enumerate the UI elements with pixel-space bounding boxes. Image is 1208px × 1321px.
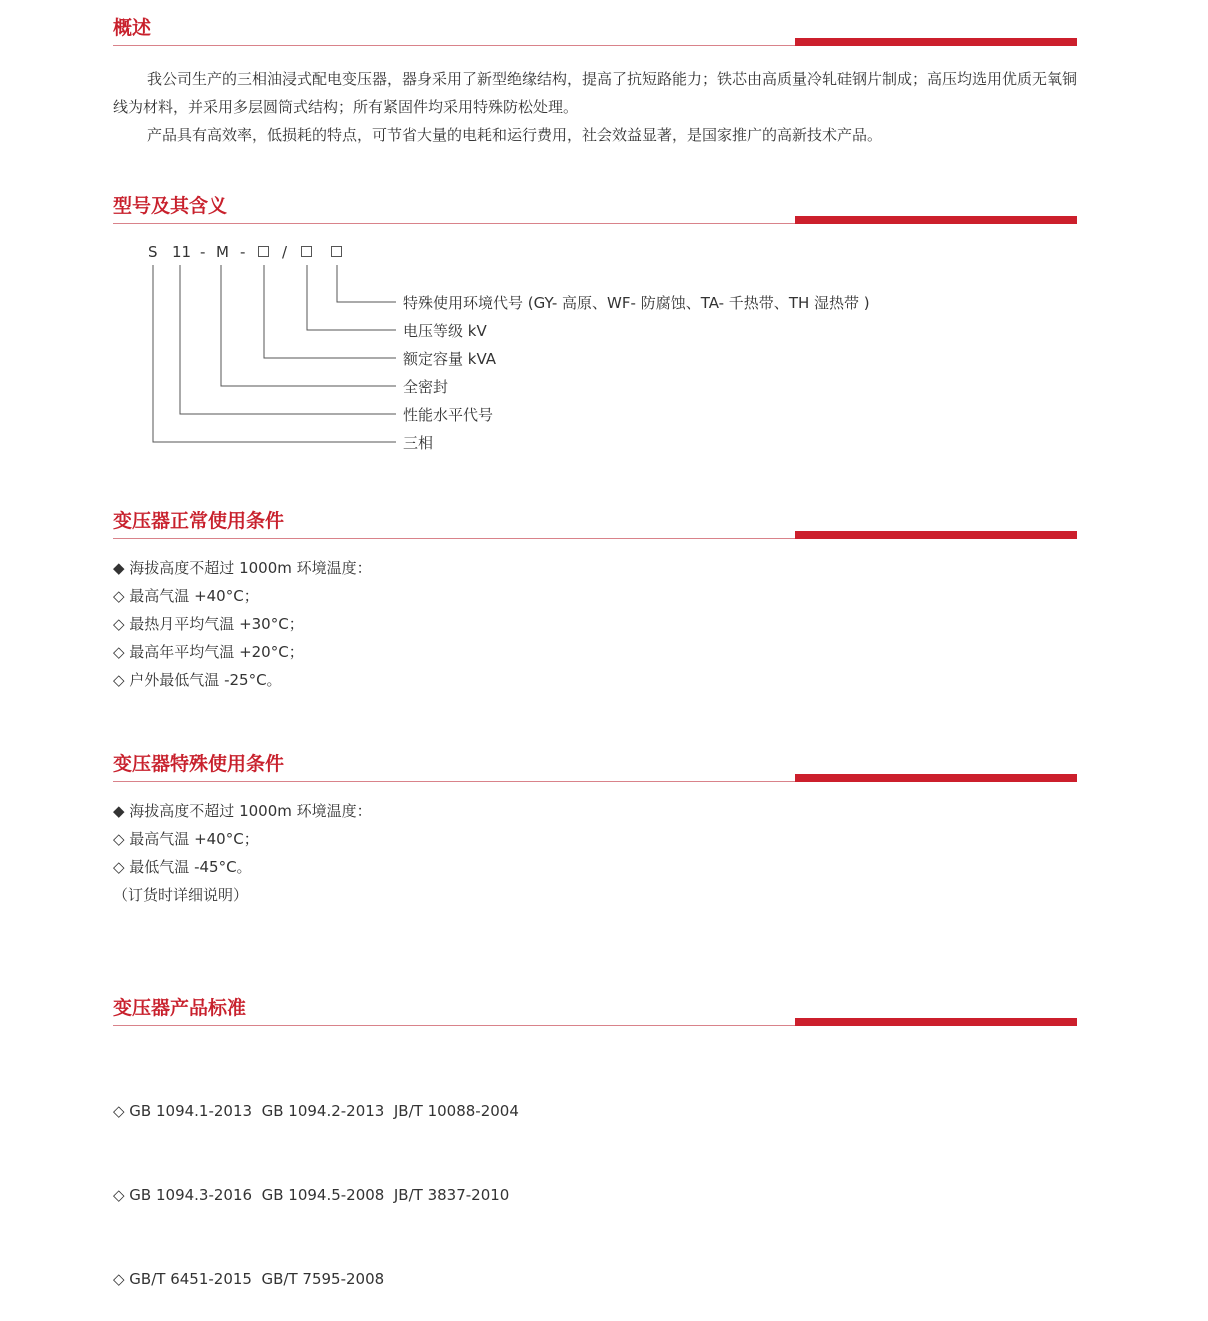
section-title-normal-conditions: 变压器正常使用条件 <box>113 510 285 532</box>
list-item: ◇ GB 1094.3-2016 GB 1094.5-2008 JB/T 3837-2010 <box>113 1186 510 1204</box>
section-accent-bar <box>795 216 1077 224</box>
section-title-model: 型号及其含义 <box>113 195 228 217</box>
code-dash-2: - <box>240 243 246 261</box>
list-item: ◇ 最低气温 -45°C。 <box>113 858 252 876</box>
section-accent-bar <box>795 38 1077 46</box>
section-accent-bar <box>795 1018 1077 1026</box>
overview-paragraph-2: 产品具有高效率，低损耗的特点，可节省大量的电耗和运行费用，社会效益显著，是国家推广的高新技术产品。 <box>147 126 883 144</box>
meaning-performance: 性能水平代号 <box>403 406 494 424</box>
code-slash: / <box>282 243 288 261</box>
list-item: ◇ 最高年平均气温 +20°C； <box>113 643 304 661</box>
section-title-overview: 概述 <box>113 17 152 39</box>
list-item: ◇ GB 1094.1-2013 GB 1094.2-2013 JB/T 10088-2004 <box>113 1102 519 1120</box>
meaning-capacity: 额定容量 kVA <box>403 350 497 368</box>
meaning-sealed: 全密封 <box>403 378 449 396</box>
normal-conditions-list <box>113 554 372 694</box>
standards-list <box>113 1041 519 1321</box>
list-item: （订货时详细说明） <box>113 886 249 904</box>
special-conditions-list <box>113 797 372 909</box>
list-item: ◆ 海拔高度不超过 1000m 环境温度： <box>113 559 372 577</box>
overview-paragraph-1: 我公司生产的三相油浸式配电变压器，器身采用了新型绝缘结构，提高了抗短路能力；铁芯由高质量冷轧硅钢片制成；高压均选用优质无氧铜线为材料，并采用多层圆筒式结构；所有紧固件均采用特殊防松处理。 <box>113 70 1078 116</box>
section-accent-bar <box>795 531 1077 539</box>
list-item: ◇ 最高气温 +40°C； <box>113 587 259 605</box>
section-accent-bar <box>795 774 1077 782</box>
meaning-voltage: 电压等级 kV <box>403 322 487 340</box>
list-item: ◇ GB/T 6451-2015 GB/T 7595-2008 <box>113 1270 385 1288</box>
code-m: M <box>216 243 229 261</box>
section-title-special-conditions: 变压器特殊使用条件 <box>113 753 285 775</box>
code-dash-1: - <box>200 243 206 261</box>
code-11: 11 <box>172 243 192 261</box>
list-item: ◇ 最热月平均气温 +30°C； <box>113 615 304 633</box>
code-connector-lines <box>0 0 420 460</box>
meaning-environment: 特殊使用环境代号 (GY- 高原、WF- 防腐蚀、TA- 千热带、TH 湿热带 ) <box>403 294 870 312</box>
section-title-standards: 变压器产品标准 <box>113 997 247 1019</box>
list-item: ◆ 海拔高度不超过 1000m 环境温度： <box>113 802 372 820</box>
code-s: S <box>148 243 158 261</box>
meaning-three-phase: 三相 <box>403 434 434 452</box>
list-item: ◇ 户外最低气温 -25°C。 <box>113 671 282 689</box>
list-item: ◇ 最高气温 +40°C； <box>113 830 259 848</box>
